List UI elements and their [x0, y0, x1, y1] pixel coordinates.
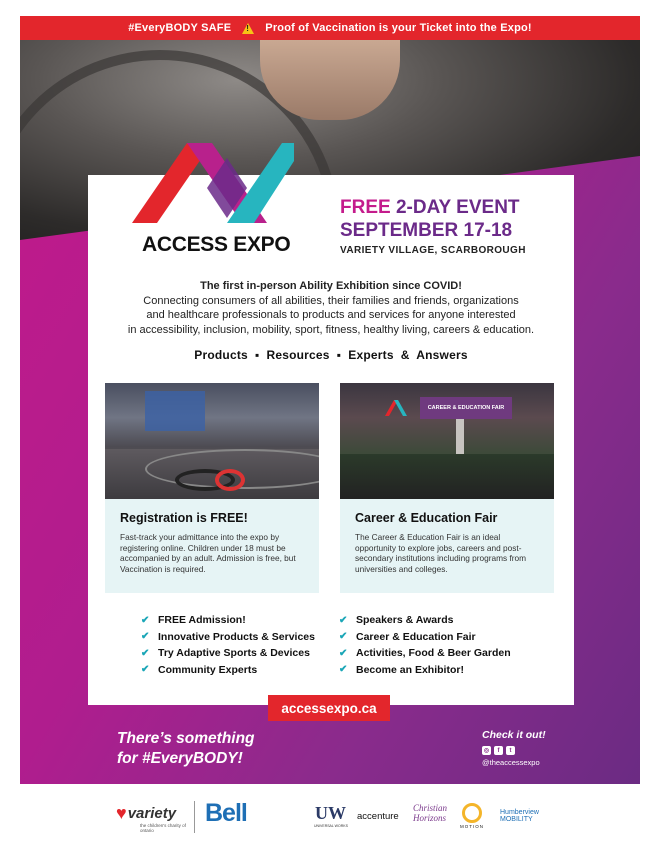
list-item-label: Activities, Food & Beer Garden	[356, 647, 511, 660]
bell-logo: Bell	[205, 799, 247, 827]
check-icon: ✔	[141, 647, 150, 659]
banner-safe-text: #EveryBODY SAFE	[128, 22, 232, 34]
list-item-label: Speakers & Awards	[356, 614, 454, 627]
list-item-label: Community Experts	[158, 663, 258, 676]
pillar-products: Products	[194, 348, 248, 362]
motion-circle-icon	[462, 803, 482, 823]
intro-headline: The first in-person Ability Exhibition since COVID!	[200, 280, 462, 292]
list-item-label: Become an Exhibitor!	[356, 663, 464, 676]
mini-logo-icon	[385, 398, 409, 416]
career-fair-sign: CAREER & EDUCATION FAIR	[420, 397, 512, 419]
sponsor-bar	[0, 795, 657, 845]
social-block	[482, 729, 546, 767]
photo-screen	[145, 391, 205, 431]
accenture-logo: accenture	[357, 811, 399, 822]
hum-line2: MOBILITY	[500, 816, 533, 823]
feature-list-left	[141, 612, 315, 678]
social-icons	[482, 746, 546, 755]
career-fair-box	[340, 499, 554, 593]
website-link[interactable]: accessexpo.ca	[268, 695, 390, 721]
event-info	[340, 197, 526, 256]
social-cta: Check it out!	[482, 729, 546, 741]
pillar-resources: Resources	[266, 348, 330, 362]
intro-line: and healthcare professionals to products and services for anyone interested	[146, 309, 516, 321]
check-icon: ✔	[141, 631, 150, 643]
career-fair-body: The Career & Education Fair is an ideal opportunity to explore jobs, careers and post-secondary institutions including programs from universities and colleges.	[355, 532, 527, 574]
ch-line1: Christian	[413, 803, 448, 813]
list-item-label: FREE Admission!	[158, 614, 246, 627]
access-expo-logo-icon	[132, 133, 294, 233]
list-item	[339, 662, 511, 679]
list-item-label: Career & Education Fair	[356, 630, 476, 643]
event-dates: SEPTEMBER 17-18	[340, 220, 513, 241]
pillar-answers: Answers	[416, 348, 468, 362]
list-item	[141, 629, 315, 646]
instagram-icon[interactable]: ◎	[483, 748, 490, 754]
hum-line1: Humberview	[500, 809, 539, 816]
logo-wordmark: ACCESS EXPO	[142, 233, 291, 256]
registration-body: Fast-track your admittance into the expo by registering online. Children under 18 must be accompanied by an adult. Admission is free, but Vaccination is required.	[120, 532, 296, 574]
humberview-logo	[500, 809, 539, 823]
motion-name: MOTION	[460, 824, 484, 829]
check-icon: ✔	[339, 614, 348, 626]
tagline-line1: There’s something	[117, 730, 255, 747]
list-item	[141, 612, 315, 629]
uw-sub: UNIVERSAL WORKS	[314, 824, 348, 828]
check-icon: ✔	[141, 664, 150, 676]
warning-icon	[242, 23, 254, 34]
feature-list-right	[339, 612, 511, 678]
pillar-ampersand: &	[400, 348, 410, 362]
top-banner	[20, 16, 640, 40]
facebook-icon[interactable]: f	[494, 746, 503, 755]
photo-bike	[215, 469, 245, 491]
event-free: FREE	[340, 197, 391, 218]
content-card	[88, 175, 574, 705]
christian-horizons-logo	[413, 803, 447, 823]
tagline	[117, 729, 255, 769]
career-fair-title: Career & Education Fair	[355, 511, 498, 525]
photo-adaptive-bikes	[105, 383, 319, 499]
list-item	[339, 629, 511, 646]
pillar-experts: Experts	[348, 348, 394, 362]
social-handle: @theaccessexpo	[482, 758, 540, 767]
check-icon: ✔	[339, 664, 348, 676]
event-headline	[340, 197, 526, 219]
check-icon: ✔	[141, 614, 150, 626]
photo-career-fair	[340, 383, 554, 499]
sponsor-divider	[194, 801, 195, 833]
list-item	[339, 612, 511, 629]
twitter-icon[interactable]: t	[506, 746, 515, 755]
event-venue: VARIETY VILLAGE, SCARBOROUGH	[340, 245, 526, 256]
uw-mark: UW	[315, 803, 346, 823]
heart-icon: ♥	[116, 803, 127, 823]
tagline-line2: for #EveryBODY!	[117, 750, 243, 767]
list-item-label: Try Adaptive Sports & Devices	[158, 647, 310, 660]
intro-text	[88, 279, 574, 337]
motion-logo	[460, 803, 484, 829]
registration-title: Registration is FREE!	[120, 511, 248, 525]
banner-vaccination-text: Proof of Vaccination is your Ticket into the Expo!	[265, 22, 532, 34]
variety-logo	[116, 803, 186, 833]
list-item	[141, 645, 315, 662]
pillars-line: Products ▪ Resources ▪ Experts & Answers	[194, 348, 468, 362]
check-icon: ✔	[339, 631, 348, 643]
intro-line: Connecting consumers of all abilities, their families and friends, organizations	[143, 294, 519, 307]
photo-booths	[340, 454, 554, 499]
list-item-label: Innovative Products & Services	[158, 630, 315, 643]
list-item	[141, 662, 315, 679]
variety-name: variety	[127, 805, 177, 822]
list-item	[339, 645, 511, 662]
intro-line: in accessibility, inclusion, mobility, sport, fitness, healthy living, careers & education.	[127, 323, 535, 336]
registration-box	[105, 499, 319, 593]
event-duration: 2-DAY EVENT	[395, 197, 520, 218]
variety-sub: the children's charity of ontario	[140, 823, 186, 833]
check-icon: ✔	[339, 647, 348, 659]
ch-line2: Horizons	[413, 813, 447, 823]
universal-works-logo	[314, 803, 348, 828]
